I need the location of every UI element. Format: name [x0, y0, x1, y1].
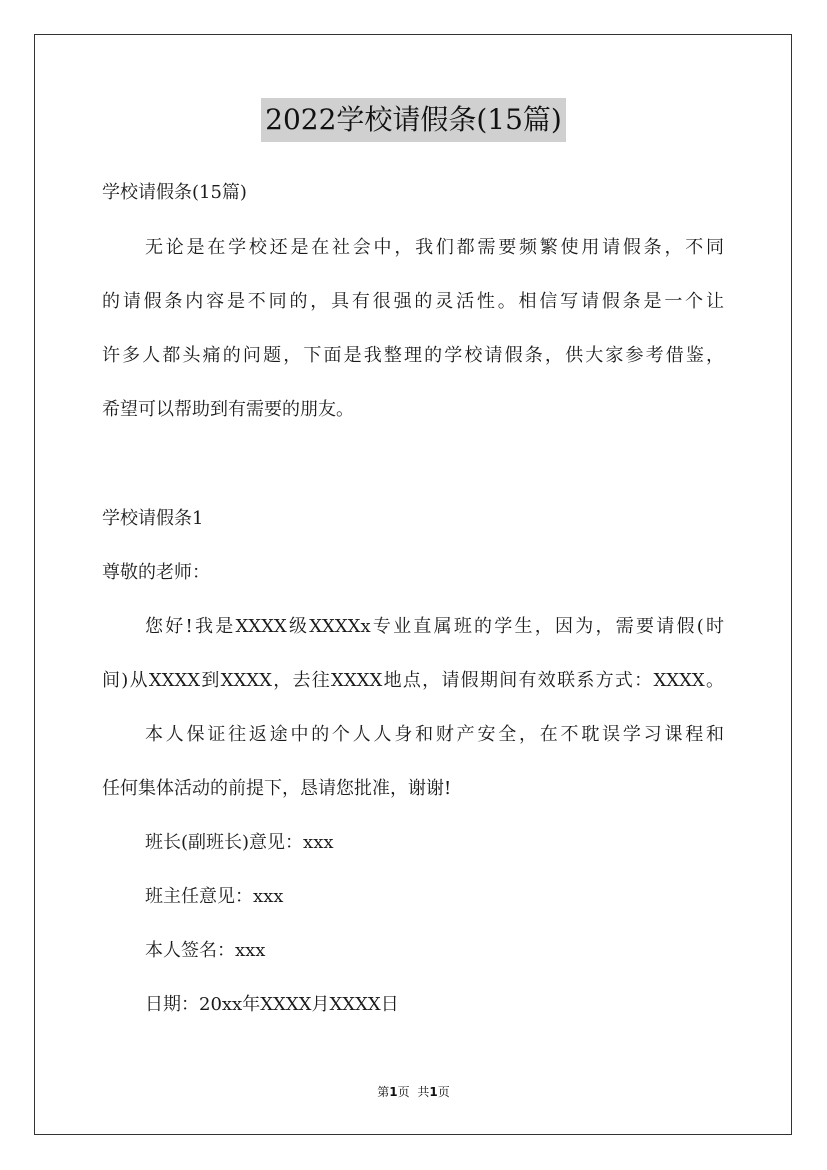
page-footer: [0, 1083, 827, 1101]
footer-page-prefix: 第: [377, 1085, 390, 1099]
title-container: [0, 98, 827, 142]
footer-total-number: 1: [429, 1085, 438, 1099]
document-title: 2022学校请假条(15篇): [261, 98, 566, 142]
footer-page-number: 1: [389, 1085, 398, 1099]
body-line-2: 间)从XXXX到XXXX，去往XXXX地点，请假期间有效联系方式：XXXX。: [102, 670, 724, 691]
section-heading: 学校请假条1: [102, 508, 204, 529]
date-field: 日期：20xx年XXXX月XXXX日: [145, 994, 399, 1015]
teacher-opinion-field: 班主任意见：xxx: [145, 886, 284, 907]
intro-line-2: 的请假条内容是不同的，具有很强的灵活性。相信写请假条是一个让: [102, 291, 724, 312]
body-line-4: 任何集体活动的前提下，恳请您批准，谢谢!: [102, 778, 452, 799]
intro-line-4: 希望可以帮助到有需要的朋友。: [102, 399, 354, 420]
monitor-opinion-field: 班长(副班长)意见：xxx: [145, 832, 334, 853]
intro-line-1: 无论是在学校还是在社会中，我们都需要频繁使用请假条，不同: [145, 237, 724, 258]
footer-total-prefix: 共: [417, 1085, 430, 1099]
body-line-3: 本人保证往返途中的个人人身和财产安全，在不耽误学习课程和: [145, 724, 724, 745]
footer-total-suffix: 页: [437, 1085, 450, 1099]
document-subtitle: 学校请假条(15篇): [102, 182, 247, 203]
footer-page-suffix: 页: [397, 1085, 410, 1099]
body-line-1: 您好!我是XXXX级XXXXx专业直属班的学生，因为，需要请假(时: [145, 616, 724, 637]
salutation: 尊敬的老师：: [102, 562, 210, 583]
signature-field: 本人签名：xxx: [145, 940, 266, 961]
intro-line-3: 许多人都头痛的问题，下面是我整理的学校请假条，供大家参考借鉴，: [102, 345, 724, 366]
